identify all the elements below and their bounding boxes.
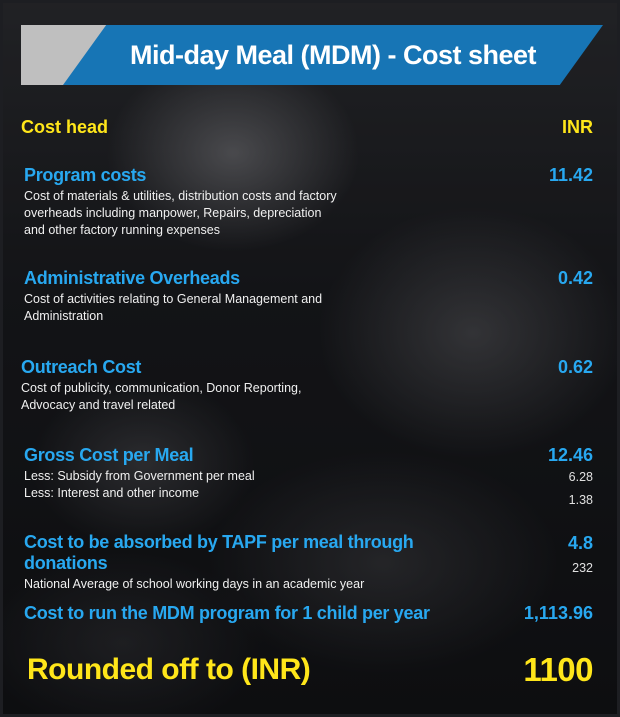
cost-head-label: Program costs xyxy=(24,165,147,185)
cost-description: National Average of school working days in an academic year xyxy=(24,577,365,591)
column-header-inr: INR xyxy=(562,117,593,137)
cost-row-outreach xyxy=(21,357,341,414)
cost-description: Less: Subsidy from Government per meal xyxy=(24,469,255,483)
cost-description: Cost of materials & utilities, distribution costs and factory overheads including manpower, Repairs, depreciation and other factory running expenses xyxy=(24,189,337,237)
page-title: Mid-day Meal (MDM) - Cost sheet xyxy=(129,40,537,70)
cost-head-label: Cost to be absorbed by TAPF per meal through donations xyxy=(24,532,414,573)
cost-description: Cost of activities relating to General Management and Administration xyxy=(24,292,323,323)
column-header-cost-head: Cost head xyxy=(21,117,109,137)
cost-head-label: Cost to run the MDM program for 1 child per year xyxy=(24,603,430,623)
working-days-value: 232 xyxy=(572,561,593,575)
cost-value: 4.8 xyxy=(567,533,593,553)
interest-value: 1.38 xyxy=(568,493,593,507)
cost-value: 0.62 xyxy=(557,357,593,377)
cost-row-gross xyxy=(24,445,344,502)
cost-description: Less: Interest and other income xyxy=(24,486,200,500)
cost-row-program xyxy=(24,165,344,239)
rounded-value: 1100 xyxy=(523,651,593,688)
cost-description: Cost of publicity, communication, Donor Reporting, Advocacy and travel related xyxy=(21,381,302,412)
cost-value: 11.42 xyxy=(548,165,593,185)
cost-row-tapf xyxy=(24,532,494,593)
subsidy-value: 6.28 xyxy=(568,470,593,484)
cost-value: 12.46 xyxy=(547,445,593,465)
cost-value: 0.42 xyxy=(557,268,593,288)
cost-row-administrative xyxy=(24,268,344,325)
cost-value: 1,113.96 xyxy=(523,603,593,623)
cost-head-label: Outreach Cost xyxy=(21,357,142,377)
rounded-label: Rounded off to (INR) xyxy=(27,653,311,686)
cost-row-per-child xyxy=(24,603,464,624)
cost-head-label: Administrative Overheads xyxy=(24,268,240,288)
cost-head-label: Gross Cost per Meal xyxy=(24,445,194,465)
